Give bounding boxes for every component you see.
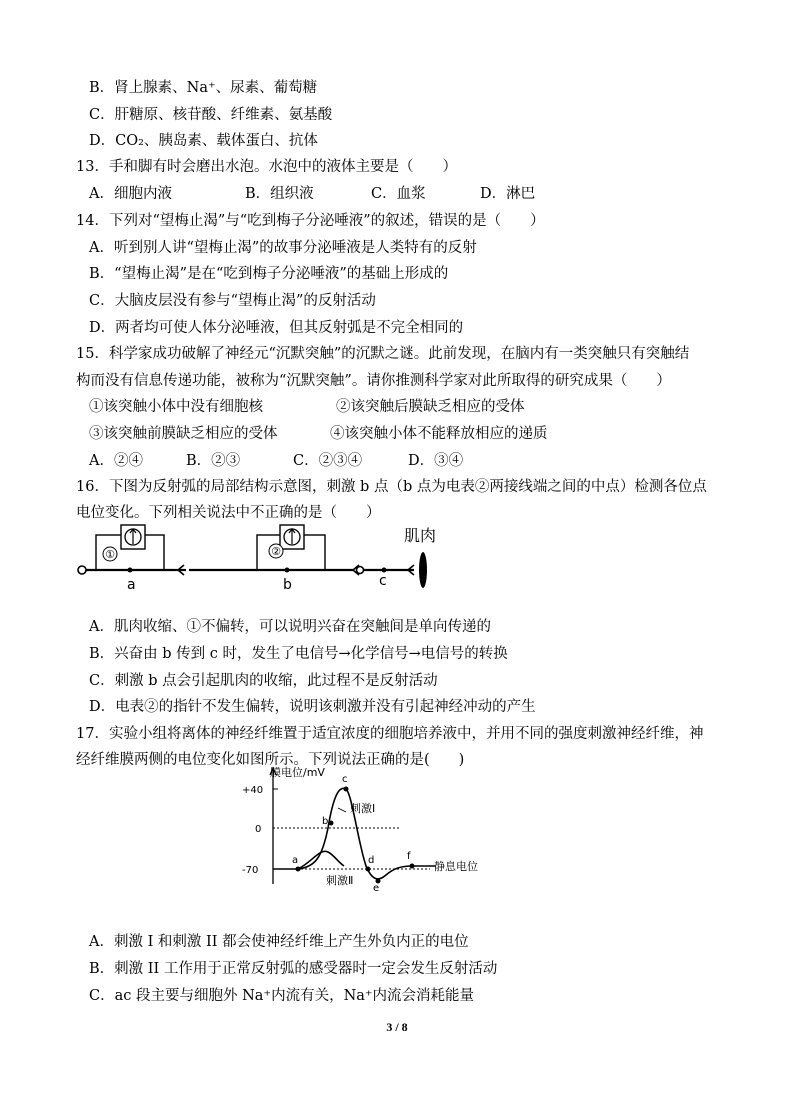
- q17-stem-line2: 经纤维膜两侧的电位变化如图所示。下列说法正确的是( ): [76, 752, 465, 768]
- tick-minus70: -70: [242, 865, 259, 876]
- meter-2-label: ②: [271, 545, 281, 558]
- point-b-label: b: [283, 577, 292, 593]
- q15-options: [0, 451, 794, 471]
- muscle-label: 肌肉: [404, 526, 437, 545]
- q16-option-a: A．肌肉收缩、①不偏转，可以说明兴奋在突触间是单向传递的: [89, 619, 491, 635]
- point-a-label: a: [127, 577, 136, 593]
- graph-point-f: f: [407, 851, 411, 862]
- y-axis-label: 膜电位/mV: [270, 766, 325, 779]
- q13-option-d: D．淋巴: [480, 186, 536, 202]
- q14-stem: 14．下列对“望梅止渴”与“吃到梅子分泌唾液”的叙述，错误的是（ ）: [76, 213, 545, 229]
- q15-statement-3: ③该突触前膜缺乏相应的受体: [89, 426, 278, 442]
- q12-option-d: D．CO₂、胰岛素、载体蛋白、抗体: [89, 133, 318, 149]
- q15-statement-1: ①该突触小体中没有细胞核: [89, 399, 263, 415]
- q17-option-b: B．刺激 II 工作用于正常反射弧的感受器时一定会发生反射活动: [89, 961, 498, 977]
- q14-option-b: B．“望梅止渴”是在“吃到梅子分泌唾液”的基础上形成的: [89, 266, 449, 282]
- membrane-potential-graph: [240, 762, 490, 892]
- q14-option-d: D．两者均可使人体分泌唾液，但其反射弧是不完全相同的: [89, 320, 464, 336]
- q15-stem-line1: 15．科学家成功破解了神经元“沉默突触”的沉默之谜。此前发现，在脑内有一类突触只有突触结: [76, 346, 690, 362]
- point-c-label: c: [379, 573, 387, 589]
- q12-option-b: B．肾上腺素、Na⁺、尿素、葡萄糖: [89, 80, 318, 96]
- q15-statement-2: ②该突触后膜缺乏相应的受体: [336, 399, 525, 415]
- q16-option-b: B．兴奋由 b 传到 c 时，发生了电信号→化学信号→电信号的转换: [89, 646, 508, 662]
- q16-stem-line1: 16．下图为反射弧的局部结构示意图，刺激 b 点（b 点为电表②两接线端之间的中点）检测各位点: [76, 479, 707, 495]
- stim2-label: 刺激Ⅱ: [326, 874, 354, 887]
- page-number: 3 / 8: [386, 1020, 408, 1034]
- q16-option-d: D．电表②的指针不发生偏转，说明该刺激并没有引起神经冲动的产生: [89, 699, 536, 715]
- q15-option-a: A．②④: [89, 453, 143, 469]
- reflex-arc-diagram: [74, 517, 454, 597]
- q16-option-c: C．刺激 b 点会引起肌肉的收缩，此过程不是反射活动: [89, 673, 438, 689]
- graph-point-b: b: [322, 816, 329, 827]
- stim1-label: 刺激Ⅰ: [350, 802, 376, 815]
- q12-option-c: C．肝糖原、核苷酸、纤维素、氨基酸: [89, 107, 333, 123]
- q15-stem-line2: 构而没有信息传递功能，被称为“沉默突触”。请你推测科学家对此所取得的研究成果（ ）: [76, 373, 671, 389]
- q13-option-a: A．细胞内液: [89, 186, 172, 202]
- graph-point-a: a: [292, 855, 299, 866]
- q15-option-b: B．②③: [186, 453, 241, 469]
- q14-option-c: C．大脑皮层没有参与“望梅止渴”的反射活动: [89, 293, 376, 309]
- q15-statement-4: ④该突触小体不能释放相应的递质: [330, 426, 548, 442]
- muscle-icon: [419, 552, 427, 588]
- q15-statements-row2: [0, 424, 794, 444]
- q13-option-c: C．血浆: [371, 186, 426, 202]
- q16-stem-line2: 电位变化。下列相关说法中不正确的是（ ）: [76, 505, 381, 521]
- tick-plus40: +40: [242, 785, 264, 796]
- graph-point-d: d: [368, 855, 375, 866]
- meter-1-label: ①: [105, 548, 115, 561]
- q15-option-d: D．③④: [408, 453, 464, 469]
- q13-option-b: B．组织液: [245, 186, 314, 202]
- graph-point-e: e: [373, 883, 380, 892]
- q13-options: [0, 184, 794, 204]
- q17-option-c: C．ac 段主要与细胞外 Na⁺内流有关，Na⁺内流会消耗能量: [89, 988, 475, 1004]
- q15-statements-row1: [0, 397, 794, 417]
- q13-stem: 13．手和脚有时会磨出水泡。水泡中的液体主要是（ ）: [76, 159, 457, 175]
- q14-option-a: A．听到别人讲“望梅止渴”的故事分泌唾液是人类特有的反射: [89, 240, 477, 256]
- graph-point-c: c: [342, 774, 348, 785]
- tick-zero: 0: [255, 824, 262, 835]
- q17-option-a: A．刺激 I 和刺激 II 都会使神经纤维上产生外负内正的电位: [89, 934, 469, 950]
- q15-option-c: C．②③④: [293, 453, 363, 469]
- q17-stem-line1: 17．实验小组将离体的神经纤维置于适宜浓度的细胞培养液中，并用不同的强度刺激神经纤维，神: [76, 726, 704, 742]
- resting-potential-label: 静息电位: [434, 860, 478, 873]
